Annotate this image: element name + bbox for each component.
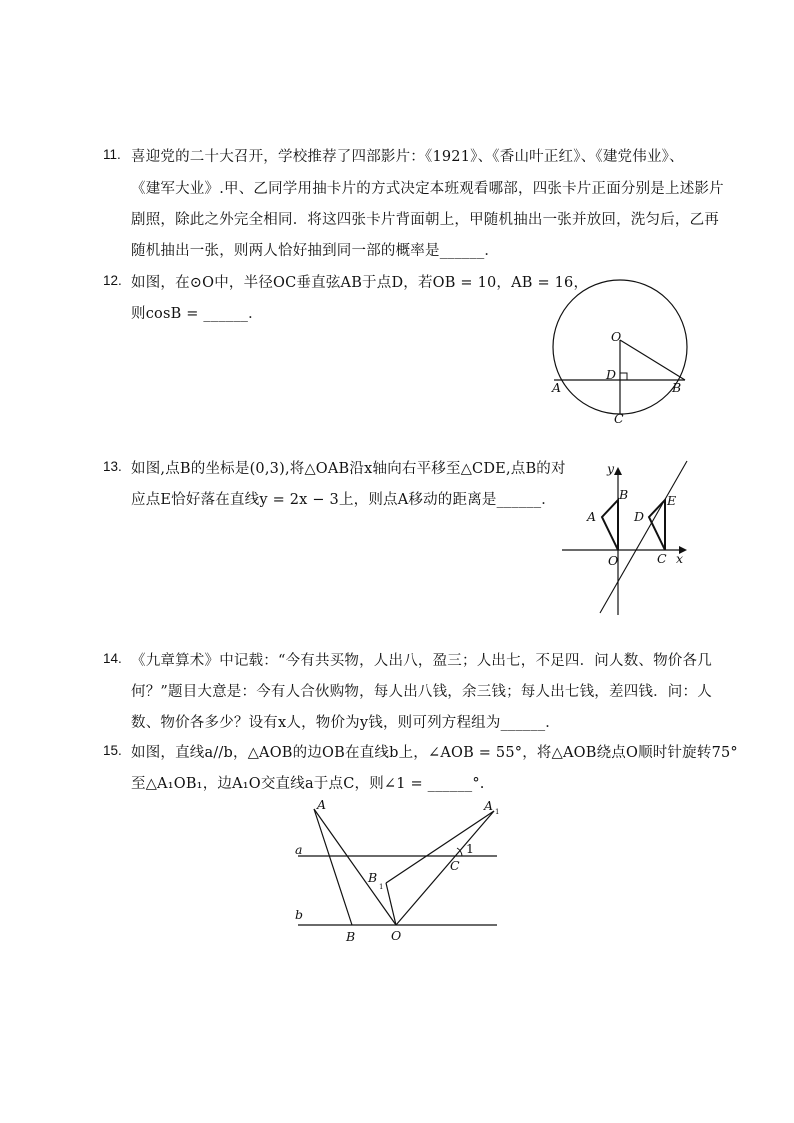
- question-number: 15.: [103, 743, 122, 758]
- label-a: A: [587, 509, 597, 524]
- coordinate-figure: [555, 455, 695, 620]
- radius-ob: [620, 340, 685, 380]
- question-text-line: 何？”题目大意是：今有人合伙购物，每人出八钱，余三钱；每人出七钱，差四钱．问：人: [131, 684, 712, 700]
- label-b: B: [672, 380, 682, 395]
- label-a: A: [552, 380, 562, 395]
- segment-a1o: [396, 811, 494, 925]
- label-c-point: C: [450, 858, 460, 873]
- right-angle-mark: [620, 373, 627, 380]
- question-text-line: 如图,点B的坐标是(0,3),将△OAB沿x轴向右平移至△CDE,点B的对: [131, 461, 566, 477]
- triangle-cde: [649, 500, 665, 550]
- question-number: 12.: [103, 273, 122, 288]
- label-a1-subscript: 1: [495, 808, 500, 816]
- question-text-line: 如图，在⊙O中，半径OC垂直弦AB于点D，若OB = 10，AB = 16，: [131, 275, 589, 291]
- question-text-line: 如图，直线a//b，△AOB的边OB在直线b上，∠AOB = 55°，将△AOB绕点O顺时针旋转75°: [131, 745, 738, 761]
- rotation-figure: [290, 795, 510, 950]
- segment-ao: [314, 809, 396, 925]
- label-c: C: [657, 551, 667, 566]
- question-text-line: 至△A₁OB₁，边A₁O交直线a于点C，则∠1 = ______°.: [131, 776, 485, 792]
- label-y: y: [607, 461, 615, 476]
- y-axis-arrow: [614, 467, 622, 475]
- question-text-line: 数、物价各多少？设有x人，物价为y钱，则可列方程组为______．: [131, 715, 560, 731]
- circle-figure: [545, 268, 695, 428]
- label-line-a: a: [295, 842, 303, 857]
- label-e: E: [667, 493, 677, 508]
- label-b1-point: B: [368, 870, 378, 885]
- label-o-point: O: [391, 928, 402, 943]
- segment-ab: [314, 809, 352, 925]
- question-number: 11.: [103, 147, 121, 162]
- label-b-point: B: [346, 929, 356, 944]
- label-o: O: [611, 329, 622, 344]
- question-number: 14.: [103, 651, 122, 666]
- question-text-line: 《建军大业》.甲、乙同学用抽卡片的方式决定本班观看哪部，四张卡片正面分别是上述影片: [131, 181, 724, 197]
- label-b: B: [619, 487, 629, 502]
- triangle-oab: [602, 500, 618, 550]
- label-angle-1: 1: [466, 841, 474, 856]
- line-y-2x-3: [600, 461, 687, 613]
- question-text-line: 剧照，除此之外完全相同．将这四张卡片背面朝上，甲随机抽出一张并放回，洗匀后，乙再: [131, 212, 719, 228]
- segment-a1b1: [386, 811, 494, 883]
- label-line-b: b: [295, 907, 304, 922]
- label-o: O: [608, 553, 619, 568]
- label-d: D: [634, 509, 645, 524]
- label-a1-point: A: [484, 798, 494, 813]
- label-x: x: [676, 551, 684, 566]
- label-a-point: A: [317, 797, 327, 812]
- label-c: C: [614, 411, 624, 426]
- label-b1-subscript: 1: [379, 883, 384, 891]
- question-text-line: 《九章算术》中记载：“今有共买物，人出八，盈三；人出七，不足四．问人数、物价各几: [131, 653, 712, 669]
- question-text-line: 则cosB = ______．: [131, 306, 263, 322]
- question-text-line: 应点E恰好落在直线y = 2x − 3上，则点A移动的距离是______．: [131, 492, 557, 508]
- question-text-line: 随机抽出一张，则两人恰好抽到同一部的概率是______．: [131, 243, 500, 259]
- label-d: D: [606, 367, 617, 382]
- question-text-line: 喜迎党的二十大召开，学校推荐了四部影片：《1921》、《香山叶正红》、《建党伟业》、: [131, 149, 684, 165]
- question-number: 13.: [103, 459, 122, 474]
